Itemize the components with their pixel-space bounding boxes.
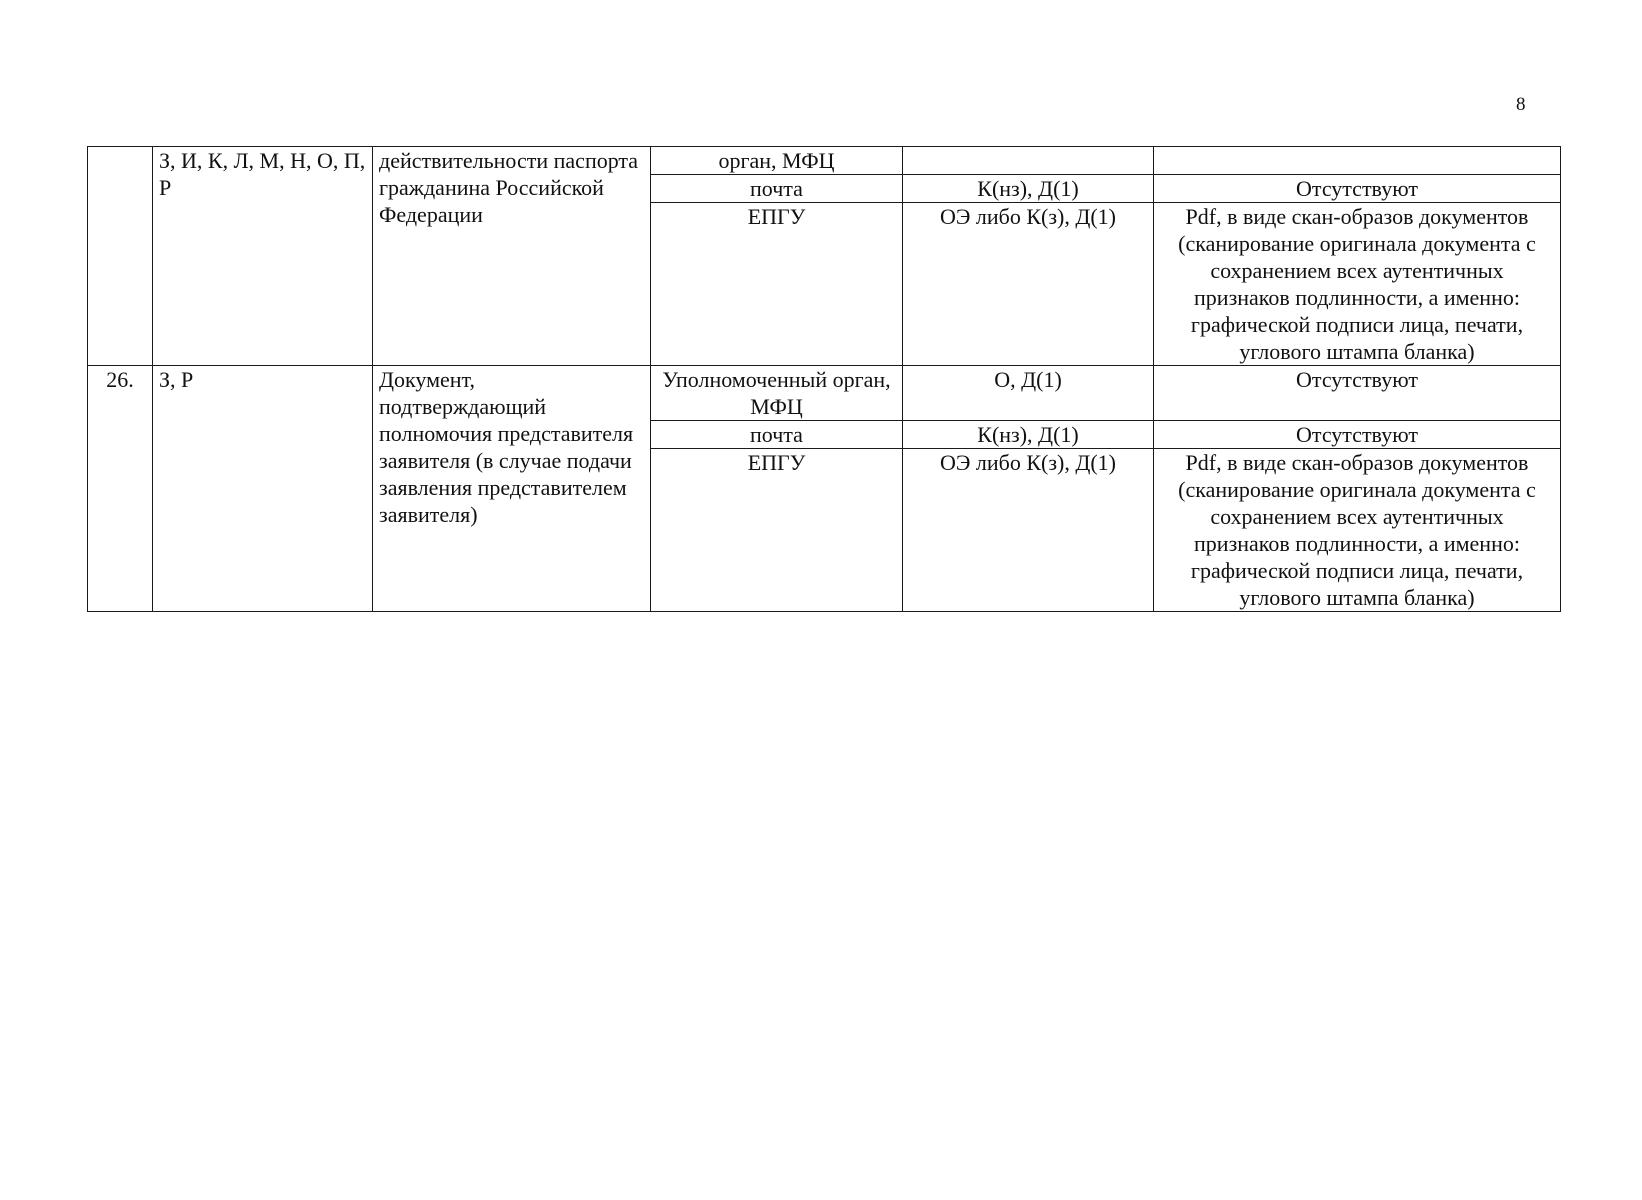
form-cell: К(нз), Д(1) (903, 421, 1154, 449)
row-number-cell (88, 147, 153, 366)
table-row (88, 147, 1561, 175)
form-cell: ОЭ либо К(з), Д(1) (903, 449, 1154, 612)
page-number: 8 (1516, 94, 1526, 115)
document-name-cell: действительности паспорта гражданина Российской Федерации (373, 147, 651, 366)
channel-cell: орган, МФЦ (651, 147, 903, 175)
channel-cell: почта (651, 175, 903, 203)
channel-cell: ЕПГУ (651, 449, 903, 612)
table-row (88, 366, 1561, 421)
row-number-cell: 26. (88, 366, 153, 612)
channel-cell: Уполномоченный орган, МФЦ (651, 366, 903, 421)
channel-cell: ЕПГУ (651, 203, 903, 366)
applicant-groups-cell: З, И, К, Л, М, Н, О, П, Р (153, 147, 373, 366)
requirements-cell (1154, 147, 1561, 175)
form-cell: О, Д(1) (903, 366, 1154, 421)
applicant-groups-cell: З, Р (153, 366, 373, 612)
requirements-cell: Отсутствуют (1154, 421, 1561, 449)
document-name-cell: Документ, подтверждающий полномочия представителя заявителя (в случае подачи заявления представителем заявителя) (373, 366, 651, 612)
form-cell: ОЭ либо К(з), Д(1) (903, 203, 1154, 366)
documents-table (87, 146, 1561, 612)
requirements-cell: Отсутствуют (1154, 175, 1561, 203)
requirements-cell: Отсутствуют (1154, 366, 1561, 421)
requirements-cell: Pdf, в виде скан-образов документов (сканирование оригинала документа с сохранением всех аутентичных признаков подлинности, а именно: графической подписи лица, печати, углового штампа бланка) (1154, 203, 1561, 366)
form-cell (903, 147, 1154, 175)
requirements-cell: Pdf, в виде скан-образов документов (сканирование оригинала документа с сохранением всех аутентичных признаков подлинности, а именно: графической подписи лица, печати, углового штампа бланка) (1154, 449, 1561, 612)
channel-cell: почта (651, 421, 903, 449)
form-cell: К(нз), Д(1) (903, 175, 1154, 203)
